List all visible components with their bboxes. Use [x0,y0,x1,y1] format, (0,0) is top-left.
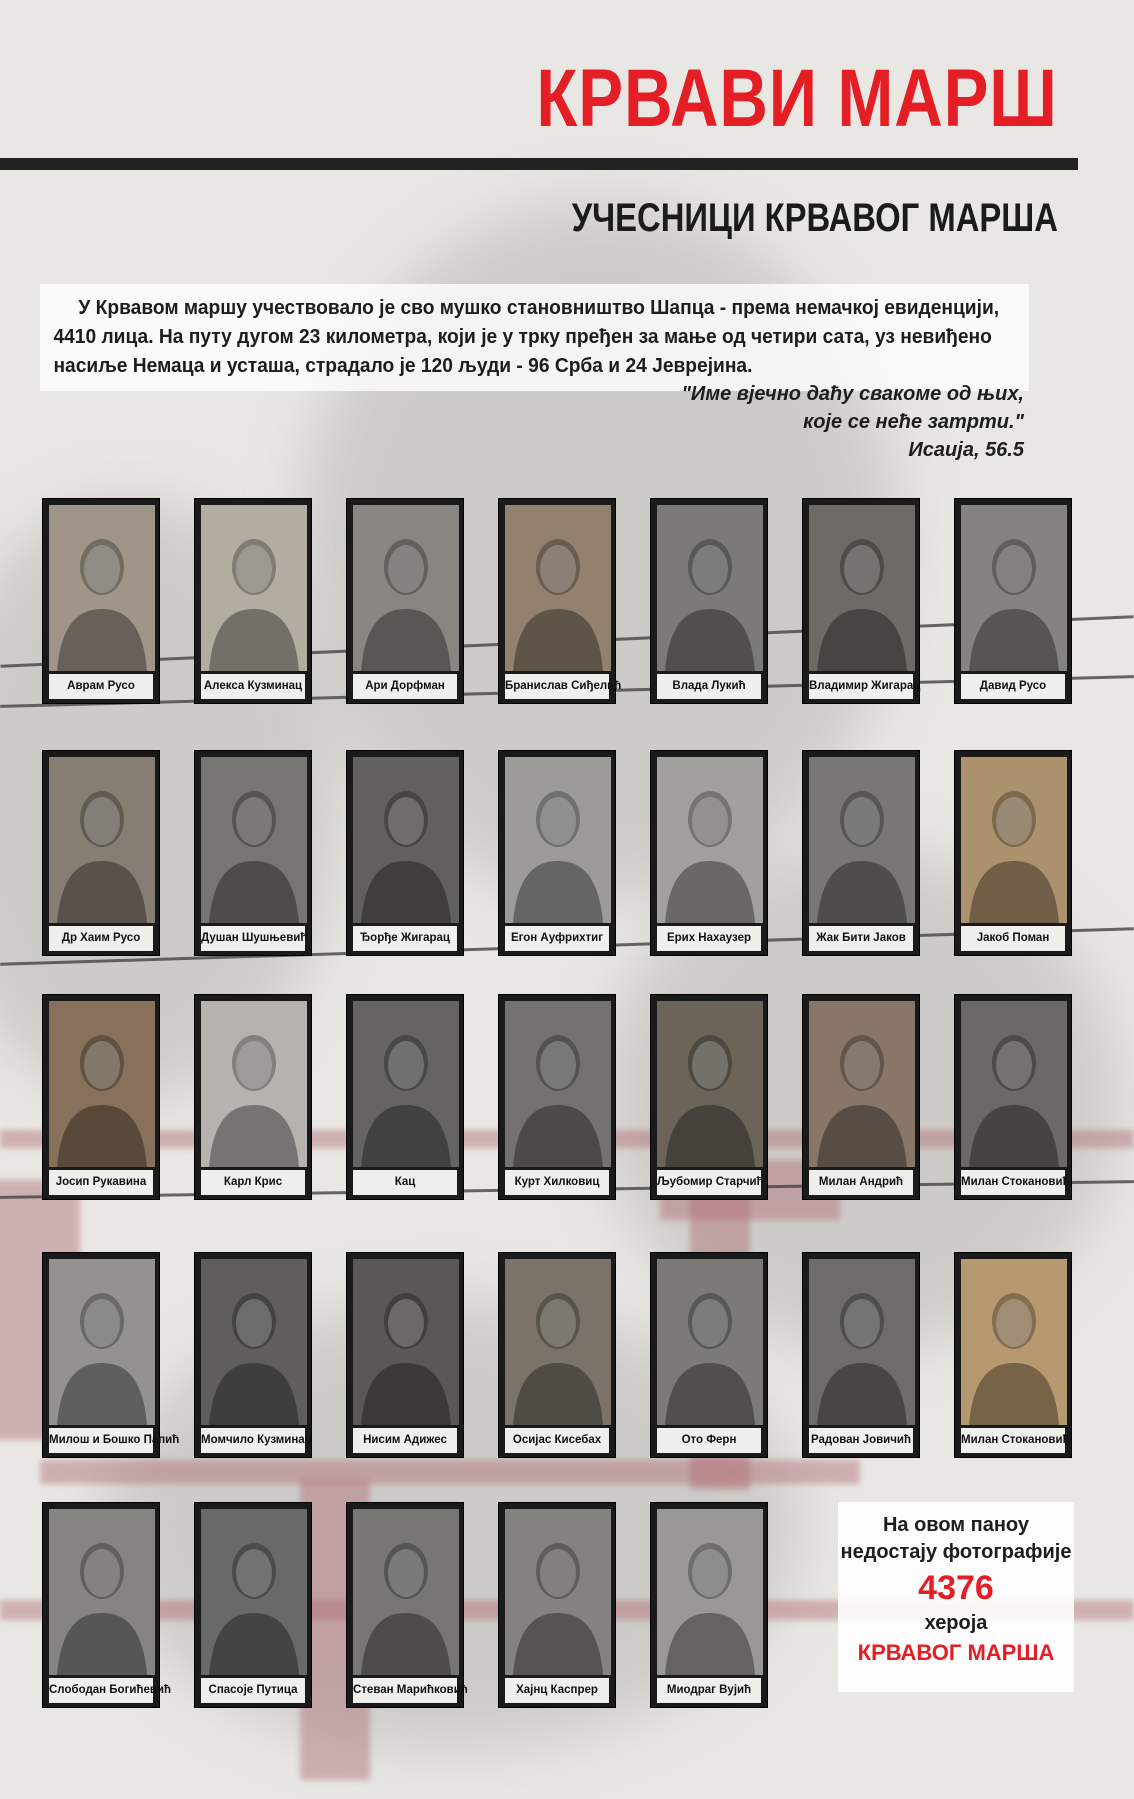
page-title: КРВАВИ МАРШ [536,53,1058,144]
portrait-card [498,498,622,704]
portrait-card [802,994,920,1200]
portrait-name: Душан Шушњевић [201,926,305,951]
quote-line-1: "Име вјечно даћу свакоме од њих, [681,383,1024,405]
portrait-card [194,1502,312,1708]
portrait-name: Спасоје Путица [201,1678,305,1703]
portrait-name: Аврам Русо [49,674,153,699]
portrait-photo [201,757,307,923]
portrait-photo [49,505,155,671]
portrait-name: Владимир Жигарац [809,674,913,699]
portrait-name: Жак Бити Јаков [809,926,913,951]
portrait-name: Јакоб Поман [961,926,1065,951]
portrait-card [346,994,464,1200]
portrait-photo [201,1259,307,1425]
portrait-name: Милан Стокановић [961,1170,1065,1195]
portrait-name: Милан Стокановић [961,1428,1065,1453]
scripture-quote [424,380,1024,464]
portrait-photo [809,505,915,671]
portrait-card [802,498,920,704]
portrait-card [42,1502,172,1708]
portrait-name: Давид Русо [961,674,1065,699]
portrait-photo [353,1509,459,1675]
portrait-photo [505,757,611,923]
portrait-photo [353,505,459,671]
portrait-name: Милош и Бошко Папић [49,1428,153,1453]
portrait-photo [505,505,611,671]
portrait-card [954,1252,1072,1458]
missing-count: 4376 [918,1569,994,1607]
portrait-name: Егон Ауфрихтиг [505,926,609,951]
portrait-photo [657,1259,763,1425]
portrait-name: Јосип Рукавина [49,1170,153,1195]
portrait-photo [961,757,1067,923]
portrait-card [650,498,768,704]
intro-paragraph: У Крвавом маршу учествовало је сво мушко становништво Шапца - према немачкој евиденцији, 4410 лица. На путу дугом 23 километра, који је у трку пређен за мање од четири сата, уз невиђено насиље Немаца и усташа, страдало је 120 људи - 96 Срба и 24 Јевреjина. [40,284,1029,391]
portrait-card [954,498,1072,704]
missing-photos-note [838,1502,1074,1692]
portrait-name: Љубомир Старчић [657,1170,761,1195]
title-divider [0,158,1078,170]
quote-source: Исаија, 56.5 [908,439,1024,461]
portrait-name: Ерих Нахаузер [657,926,761,951]
portrait-name: Карл Крис [201,1170,305,1195]
portrait-name: Алекса Кузминац [201,674,305,699]
portrait-card [42,1252,180,1458]
portrait-photo [657,1001,763,1167]
portrait-photo [353,757,459,923]
portrait-name: Ђорђе Жигарац [353,926,457,951]
portrait-name: Миодраг Вујић [657,1678,761,1703]
portrait-photo [49,1509,155,1675]
note-line-4: КРВАВОГ МАРША [857,1640,1055,1665]
portrait-card [194,498,312,704]
portrait-photo [49,1259,155,1425]
portrait-photo [49,757,155,923]
portrait-name: Стеван Марићковић [353,1678,457,1703]
portrait-card [346,1252,464,1458]
portrait-photo [505,1509,611,1675]
portrait-photo [809,1001,915,1167]
portrait-name: Осијас Кисебах [505,1428,609,1453]
portrait-photo [657,757,763,923]
portrait-photo [657,1509,763,1675]
portrait-card [498,994,616,1200]
portrait-card [194,1252,312,1458]
portrait-photo [961,1001,1067,1167]
portrait-name: Ари Дорфман [353,674,457,699]
portrait-card [954,750,1072,956]
portrait-name: Влада Лукић [657,674,761,699]
portrait-card [42,498,160,704]
portrait-photo [353,1259,459,1425]
portrait-photo [809,1259,915,1425]
portrait-card [802,750,920,956]
portrait-name: Хајнц Каспрер [505,1678,609,1703]
page-subtitle: УЧЕСНИЦИ КРВАВОГ МАРША [571,196,1058,240]
portrait-name: Момчило Кузминац [201,1428,305,1453]
portrait-photo [961,505,1067,671]
portrait-photo [353,1001,459,1167]
portrait-name: Нисим Адижес [353,1428,457,1453]
portrait-card [194,750,312,956]
portrait-photo [201,505,307,671]
portrait-photo [505,1259,611,1425]
portrait-name: Др Хаим Русо [49,926,153,951]
portrait-name: Радован Јовичић [809,1428,913,1453]
portrait-card [346,1502,468,1708]
portrait-card [650,1252,768,1458]
portrait-name: Кац [353,1170,457,1195]
portrait-card [954,994,1072,1200]
portrait-card [194,994,312,1200]
portrait-photo [201,1001,307,1167]
portrait-photo [961,1259,1067,1425]
note-line-3: хероја [924,1612,988,1634]
portrait-photo [201,1509,307,1675]
portrait-card [650,1502,768,1708]
portrait-name: Ото Ферн [657,1428,761,1453]
portrait-card [498,750,616,956]
portrait-name: Бранислав Сиђелић [505,674,609,699]
portrait-name: Курт Хилковиц [505,1170,609,1195]
portrait-card [42,750,160,956]
portrait-name: Слободан Богићевић [49,1678,153,1703]
portrait-card [802,1252,920,1458]
portrait-photo [505,1001,611,1167]
quote-line-2: које се неће затрти." [803,411,1024,433]
portrait-card [650,994,768,1200]
portrait-card [346,498,464,704]
portrait-card [650,750,768,956]
portrait-card [498,1252,616,1458]
note-line-1: На овом паноу [882,1514,1030,1536]
portrait-photo [49,1001,155,1167]
note-line-2: недостају фотографије [840,1541,1072,1563]
portrait-card [498,1502,616,1708]
portrait-name: Милан Андрић [809,1170,913,1195]
portrait-photo [809,757,915,923]
portrait-card [346,750,464,956]
portrait-photo [657,505,763,671]
portrait-card [42,994,160,1200]
